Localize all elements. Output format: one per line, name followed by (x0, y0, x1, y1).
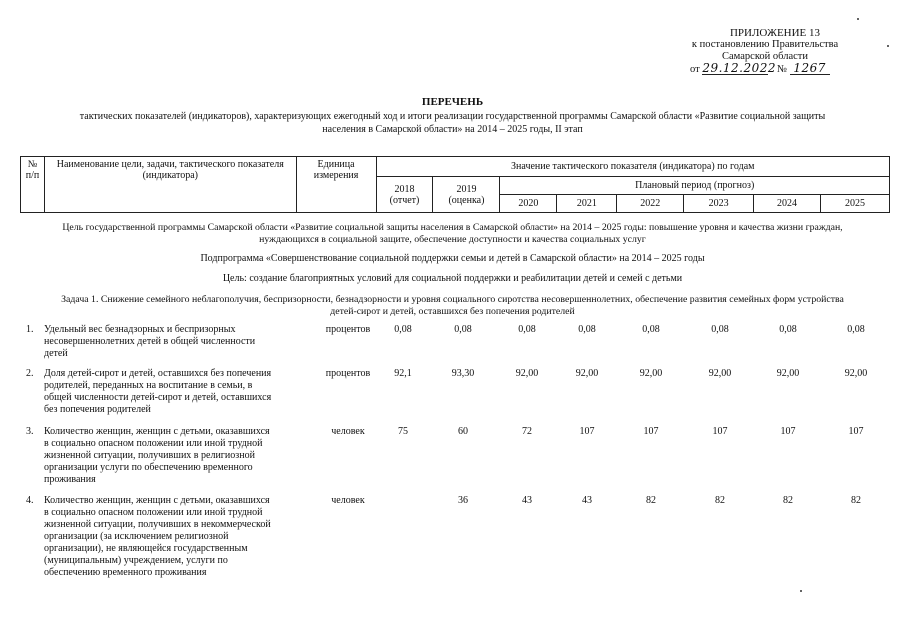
row-value: 36 (458, 495, 468, 506)
header-year-2023: 2023 (684, 195, 754, 213)
row-value: 0,08 (847, 324, 865, 335)
task-line-1: Задача 1. Снижение семейного неблагополучия, беспризорности, безнадзорности и уровня социального сиротства несовершеннолетних, обеспечение развития семейных форм устройства (61, 294, 844, 305)
row-value: 92,00 (639, 368, 663, 379)
appendix-date-line (690, 62, 850, 76)
row-value: 0,08 (711, 324, 729, 335)
header-year-2020: 2020 (500, 195, 557, 213)
row-value: 107 (848, 426, 864, 437)
appendix-region: Самарской области (722, 51, 808, 62)
header-2018-note: (отчет) (389, 194, 420, 206)
row-value: 0,08 (454, 324, 472, 335)
subprogram-title: Подпрограмма «Совершенствование социальной поддержки семьи и детей в Самарской области» на 2014 – 2025 годы (200, 253, 705, 264)
row-name-line: несовершеннолетних детей в общей численности (44, 336, 256, 347)
header-2018-year: 2018 (394, 183, 415, 195)
row-value: 0,08 (779, 324, 797, 335)
row-name-line: обеспечению временного проживания (44, 567, 207, 578)
row-indicator-name (44, 495, 314, 579)
document-subtitle-2: населения в Самарской области» на 2014 – 2025 годы, II этап (322, 124, 583, 135)
header-num: № п/п (21, 157, 45, 213)
scan-speck (857, 18, 859, 20)
header-plan-period: Плановый период (прогноз) (500, 177, 890, 195)
row-value: 107 (712, 426, 728, 437)
header-name: Наименование цели, задачи, тактического показателя (индикатора) (44, 157, 296, 213)
row-value: 82 (646, 495, 656, 506)
row-indicator-name (44, 426, 314, 486)
document-title: ПЕРЕЧЕНЬ (421, 96, 484, 108)
appendix-number-sign: № (776, 64, 787, 75)
header-year-2024: 2024 (754, 195, 821, 213)
row-name-line: Количество женщин, женщин с детьми, оказавшихся (44, 495, 270, 506)
scan-speck (887, 45, 889, 47)
row-name-line: общей численности детей-сирот и детей, оставшихся (44, 392, 272, 403)
row-name-line: в социально опасном положении или иной трудной (44, 438, 263, 449)
row-value: 82 (851, 495, 861, 506)
row-value: 107 (780, 426, 796, 437)
row-number: 3. (26, 426, 34, 437)
row-value: 92,00 (515, 368, 539, 379)
row-name-line: в социально опасном положении или иной трудной (44, 507, 263, 518)
row-name-line: жизненной ситуации, получивших в религиозной (44, 450, 255, 461)
appendix-date: 29.12.2022 (702, 61, 777, 75)
row-number: 4. (26, 495, 34, 506)
row-value: 92,1 (394, 368, 412, 379)
appendix-title: ПРИЛОЖЕНИЕ 13 (729, 27, 821, 39)
appendix-from: от (690, 64, 700, 75)
row-value: 43 (522, 495, 532, 506)
task-line-2: детей-сирот и детей, оставшихся без попечения родителей (330, 306, 575, 317)
row-value: 92,00 (776, 368, 800, 379)
row-value: 82 (715, 495, 725, 506)
header-2019 (433, 177, 500, 213)
header-values-title: Значение тактического показателя (индикатора) по годам (376, 157, 889, 177)
document-subtitle-1: тактических показателей (индикаторов), характеризующих ежегодный ход и итоги реализации государственной программы Самарской области «Развитие социальной защиты (79, 111, 826, 122)
row-name-line: Доля детей-сирот и детей, оставшихся без попечения (44, 368, 272, 379)
row-name-line: жизненной ситуации, получивших в некоммерческой (44, 519, 271, 530)
row-name-line: организации (за исключением религиозной (44, 531, 229, 542)
row-value: 92,00 (844, 368, 868, 379)
header-year-2022: 2022 (617, 195, 684, 213)
header-2019-note: (оценка) (448, 194, 485, 206)
row-value: 107 (579, 426, 595, 437)
row-name-line: (муниципальным) учреждением, услуги по (44, 555, 228, 566)
program-goal-line-1: Цель государственной программы Самарской области «Развитие социальной защиты населения в Самарской области» на 2014 – 2025 годы: повышение уровня и качества жизни граждан, (62, 222, 843, 233)
row-value: 0,08 (518, 324, 536, 335)
row-indicator-name (44, 324, 314, 360)
row-value: 72 (522, 426, 532, 437)
header-unit: Единица измерения (296, 157, 376, 213)
row-number: 2. (26, 368, 34, 379)
row-unit: процентов (325, 368, 371, 379)
header-2018 (376, 177, 433, 213)
row-unit: процентов (325, 324, 371, 335)
header-2019-year: 2019 (456, 183, 477, 195)
row-value: 92,00 (575, 368, 599, 379)
row-name-line: организации услуги по обеспечению временного (44, 462, 253, 473)
row-value: 92,00 (708, 368, 732, 379)
row-name-line: Удельный вес безнадзорных и беспризорных (44, 324, 236, 335)
row-name-line: организации), не являющейся государственным (44, 543, 248, 554)
indicators-header-table (20, 156, 890, 213)
row-value: 75 (398, 426, 408, 437)
row-name-line: родителей, переданных на воспитание в семьи, в (44, 380, 253, 391)
row-value: 0,08 (394, 324, 412, 335)
row-value: 0,08 (578, 324, 596, 335)
row-value: 107 (643, 426, 659, 437)
row-value: 43 (582, 495, 592, 506)
program-goal-line-2: нуждающихся в социальной защите, обеспечение доступности и качества социальных услуг (259, 234, 646, 245)
row-unit: человек (331, 495, 365, 506)
row-name-line: проживания (44, 474, 96, 485)
row-number: 1. (26, 324, 34, 335)
row-name-line: без попечения родителей (44, 404, 151, 415)
row-indicator-name (44, 368, 314, 416)
header-year-2021: 2021 (557, 195, 617, 213)
row-name-line: детей (44, 348, 68, 359)
row-value: 93,30 (451, 368, 475, 379)
row-value: 82 (783, 495, 793, 506)
row-name-line: Количество женщин, женщин с детьми, оказавшихся (44, 426, 270, 437)
subprogram-goal: Цель: создание благоприятных условий для социальной поддержки и реабилитации детей и семей с детьми (222, 273, 683, 284)
appendix-number: 1267 (790, 62, 830, 75)
row-value: 0,08 (642, 324, 660, 335)
row-unit: человек (331, 426, 365, 437)
header-year-2025: 2025 (821, 195, 890, 213)
row-value: 60 (458, 426, 468, 437)
scan-speck (800, 590, 802, 592)
appendix-decree: к постановлению Правительства (691, 39, 839, 50)
